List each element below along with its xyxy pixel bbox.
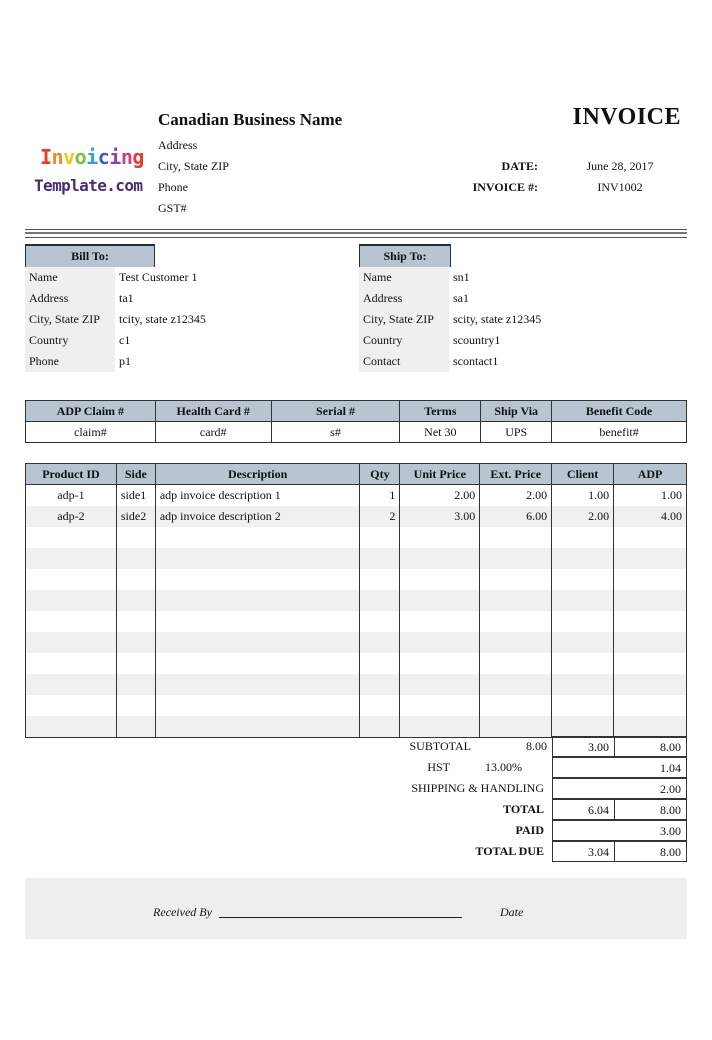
table-row — [26, 485, 687, 507]
total-due-label: TOTAL DUE — [475, 844, 544, 858]
info-header: ADP Claim # — [26, 401, 156, 422]
invoice-number-label: INVOICE #: — [472, 180, 538, 194]
table-cell: 3.00 — [400, 506, 480, 527]
table-cell — [155, 548, 360, 569]
table-row — [26, 695, 687, 716]
bill-to-label: Phone — [25, 351, 115, 372]
bill-to-label: Country — [25, 330, 115, 351]
table-cell — [360, 674, 400, 695]
table-cell: 1.00 — [614, 485, 687, 507]
table-cell — [360, 716, 400, 738]
table-cell — [480, 527, 552, 548]
table-row — [26, 506, 687, 527]
table-cell — [480, 674, 552, 695]
bill-to-value: Test Customer 1 — [119, 270, 198, 284]
logo-letter: n — [120, 145, 133, 169]
received-by-label: Received By — [153, 905, 212, 919]
table-row — [26, 548, 687, 569]
total-due-adp: 8.00 — [614, 841, 687, 862]
table-cell — [155, 569, 360, 590]
table-cell — [155, 527, 360, 548]
total-due-client: 3.04 — [552, 841, 615, 862]
total-client: 6.04 — [552, 799, 615, 820]
table-cell — [480, 548, 552, 569]
table-cell — [26, 569, 117, 590]
shipping-label: SHIPPING & HANDLING — [411, 781, 544, 795]
table-cell — [116, 548, 155, 569]
table-cell — [400, 611, 480, 632]
company-city: City, State ZIP — [158, 159, 229, 173]
bill-to-row — [25, 309, 325, 330]
table-cell — [26, 527, 117, 548]
table-row — [26, 632, 687, 653]
logo-letter: I — [40, 145, 52, 169]
subtotal-adp: 8.00 — [614, 736, 687, 757]
bill-to-section — [25, 244, 325, 372]
table-cell — [480, 632, 552, 653]
header-divider — [25, 229, 687, 238]
table-cell — [116, 716, 155, 738]
table-cell — [155, 653, 360, 674]
table-cell — [614, 716, 687, 738]
company-phone: Phone — [158, 180, 188, 194]
ship-to-row — [359, 330, 659, 351]
table-row — [26, 569, 687, 590]
table-cell: 1.00 — [552, 485, 614, 507]
table-cell — [400, 590, 480, 611]
ship-to-label: Address — [359, 288, 449, 309]
invoice-number: INV1002 — [597, 180, 643, 194]
table-cell — [116, 527, 155, 548]
table-cell — [614, 611, 687, 632]
table-cell: 6.00 — [480, 506, 552, 527]
table-cell — [116, 569, 155, 590]
total-adp: 8.00 — [614, 799, 687, 820]
table-cell — [155, 590, 360, 611]
table-cell — [26, 674, 117, 695]
table-cell: 4.00 — [614, 506, 687, 527]
info-value: benefit# — [552, 422, 687, 443]
info-value: s# — [271, 422, 400, 443]
subtotal-ext: 8.00 — [526, 739, 547, 753]
table-cell — [552, 527, 614, 548]
table-row — [26, 653, 687, 674]
table-cell — [26, 632, 117, 653]
table-cell — [480, 590, 552, 611]
ship-to-value: scity, state z12345 — [453, 312, 542, 326]
items-header: Client — [552, 464, 614, 485]
table-cell — [360, 569, 400, 590]
bill-to-value: p1 — [119, 354, 131, 368]
table-row — [26, 674, 687, 695]
table-cell — [614, 527, 687, 548]
table-cell: side1 — [116, 485, 155, 507]
table-row — [26, 527, 687, 548]
items-header: Product ID — [26, 464, 117, 485]
table-cell — [552, 632, 614, 653]
table-cell — [26, 611, 117, 632]
table-cell — [480, 569, 552, 590]
bill-to-value: ta1 — [119, 291, 134, 305]
hst-adp: 1.04 — [552, 757, 687, 778]
table-cell — [360, 548, 400, 569]
table-cell: adp-1 — [26, 485, 117, 507]
logo-letter: i — [109, 145, 121, 169]
ship-to-row — [359, 267, 659, 288]
table-cell — [116, 674, 155, 695]
line-items-table — [25, 463, 687, 738]
table-cell — [614, 653, 687, 674]
table-cell: side2 — [116, 506, 155, 527]
ship-to-label: Country — [359, 330, 449, 351]
bill-to-row — [25, 330, 325, 351]
table-cell — [614, 548, 687, 569]
table-cell — [400, 569, 480, 590]
bill-to-row — [25, 351, 325, 372]
table-cell — [360, 695, 400, 716]
table-cell — [400, 716, 480, 738]
ship-to-value: scontact1 — [453, 354, 499, 368]
logo-line1 — [40, 145, 144, 169]
info-header: Terms — [400, 401, 481, 422]
logo-letter: g — [132, 145, 144, 169]
table-cell — [360, 611, 400, 632]
table-cell — [552, 569, 614, 590]
subtotal-label: SUBTOTAL — [409, 739, 471, 753]
info-value: claim# — [26, 422, 156, 443]
table-cell — [155, 611, 360, 632]
table-cell: adp invoice description 1 — [155, 485, 360, 507]
ship-to-row — [359, 351, 659, 372]
ship-to-section — [359, 244, 659, 372]
table-cell — [400, 527, 480, 548]
ship-to-row — [359, 309, 659, 330]
table-cell — [26, 590, 117, 611]
bill-to-row — [25, 288, 325, 309]
ship-to-label: Name — [359, 267, 449, 288]
table-cell — [614, 569, 687, 590]
table-cell — [360, 632, 400, 653]
table-cell: adp-2 — [26, 506, 117, 527]
table-row — [26, 611, 687, 632]
info-value: UPS — [481, 422, 552, 443]
table-cell — [480, 611, 552, 632]
table-cell — [552, 548, 614, 569]
table-cell — [155, 674, 360, 695]
bill-to-value: tcity, state z12345 — [119, 312, 206, 326]
logo-letter: i — [86, 145, 98, 169]
table-cell — [155, 716, 360, 738]
table-cell — [480, 716, 552, 738]
signature-area — [25, 878, 687, 939]
table-cell — [614, 632, 687, 653]
logo-letter: c — [97, 145, 110, 169]
ship-to-label: Contact — [359, 351, 449, 372]
date-label: DATE: — [501, 159, 538, 173]
items-header: Description — [155, 464, 360, 485]
company-name: Canadian Business Name — [158, 110, 343, 129]
bill-to-heading: Bill To: — [25, 244, 155, 267]
table-cell: 2.00 — [480, 485, 552, 507]
table-row — [26, 716, 687, 738]
info-value: card# — [155, 422, 271, 443]
logo-letter: n — [51, 145, 64, 169]
hst-rate: 13.00% — [485, 760, 522, 774]
table-cell — [552, 590, 614, 611]
table-cell — [480, 695, 552, 716]
table-cell — [614, 674, 687, 695]
company-address: Address — [158, 138, 198, 152]
table-cell — [116, 632, 155, 653]
items-header: Side — [116, 464, 155, 485]
bill-to-row — [25, 267, 325, 288]
table-cell — [400, 695, 480, 716]
table-cell — [552, 695, 614, 716]
table-cell — [155, 695, 360, 716]
invoice-date: June 28, 2017 — [586, 159, 654, 173]
items-header: Unit Price — [400, 464, 480, 485]
table-cell: 2.00 — [400, 485, 480, 507]
logo-letter: o — [74, 145, 87, 169]
info-header: Serial # — [271, 401, 400, 422]
bill-to-label: City, State ZIP — [25, 309, 115, 330]
table-cell — [116, 590, 155, 611]
logo — [34, 145, 150, 200]
table-cell — [552, 653, 614, 674]
company-gst: GST# — [158, 201, 187, 215]
table-cell — [116, 653, 155, 674]
table-cell — [116, 695, 155, 716]
items-header: Qty — [360, 464, 400, 485]
info-header: Health Card # — [155, 401, 271, 422]
table-cell — [400, 548, 480, 569]
ship-to-value: scountry1 — [453, 333, 501, 347]
table-cell — [614, 590, 687, 611]
table-cell — [360, 653, 400, 674]
ship-to-label: City, State ZIP — [359, 309, 449, 330]
ship-to-row — [359, 288, 659, 309]
footer-date-label: Date — [500, 905, 524, 919]
info-header: Benefit Code — [552, 401, 687, 422]
table-cell: 2.00 — [552, 506, 614, 527]
table-cell — [26, 716, 117, 738]
bill-to-value: c1 — [119, 333, 131, 347]
ship-to-value: sn1 — [453, 270, 470, 284]
items-header: Ext. Price — [480, 464, 552, 485]
table-cell — [552, 716, 614, 738]
table-cell — [480, 653, 552, 674]
table-cell — [400, 653, 480, 674]
table-cell — [360, 527, 400, 548]
total-label: TOTAL — [503, 802, 544, 816]
table-cell — [400, 674, 480, 695]
table-cell: 2 — [360, 506, 400, 527]
ship-to-heading: Ship To: — [359, 244, 451, 267]
table-cell — [552, 611, 614, 632]
bill-to-label: Name — [25, 267, 115, 288]
paid-adp: 3.00 — [552, 820, 687, 841]
table-cell — [360, 590, 400, 611]
paid-label: PAID — [515, 823, 544, 837]
ship-to-value: sa1 — [453, 291, 469, 305]
table-cell: adp invoice description 2 — [155, 506, 360, 527]
info-value: Net 30 — [400, 422, 481, 443]
logo-letter: v — [63, 145, 75, 169]
items-header: ADP — [614, 464, 687, 485]
table-cell: 1 — [360, 485, 400, 507]
claim-info-table — [25, 400, 687, 443]
table-cell — [26, 548, 117, 569]
table-row — [26, 590, 687, 611]
table-cell — [26, 653, 117, 674]
invoice-title: INVOICE — [572, 104, 681, 130]
logo-line2: Template.com — [34, 176, 143, 195]
hst-label: HST — [427, 760, 450, 774]
table-cell — [614, 695, 687, 716]
table-cell — [155, 632, 360, 653]
info-header: Ship Via — [481, 401, 552, 422]
subtotal-client: 3.00 — [552, 736, 615, 757]
bill-to-label: Address — [25, 288, 115, 309]
signature-line — [219, 917, 462, 918]
table-cell — [552, 674, 614, 695]
table-cell — [400, 632, 480, 653]
shipping-adp: 2.00 — [552, 778, 687, 799]
table-cell — [116, 611, 155, 632]
table-cell — [26, 695, 117, 716]
